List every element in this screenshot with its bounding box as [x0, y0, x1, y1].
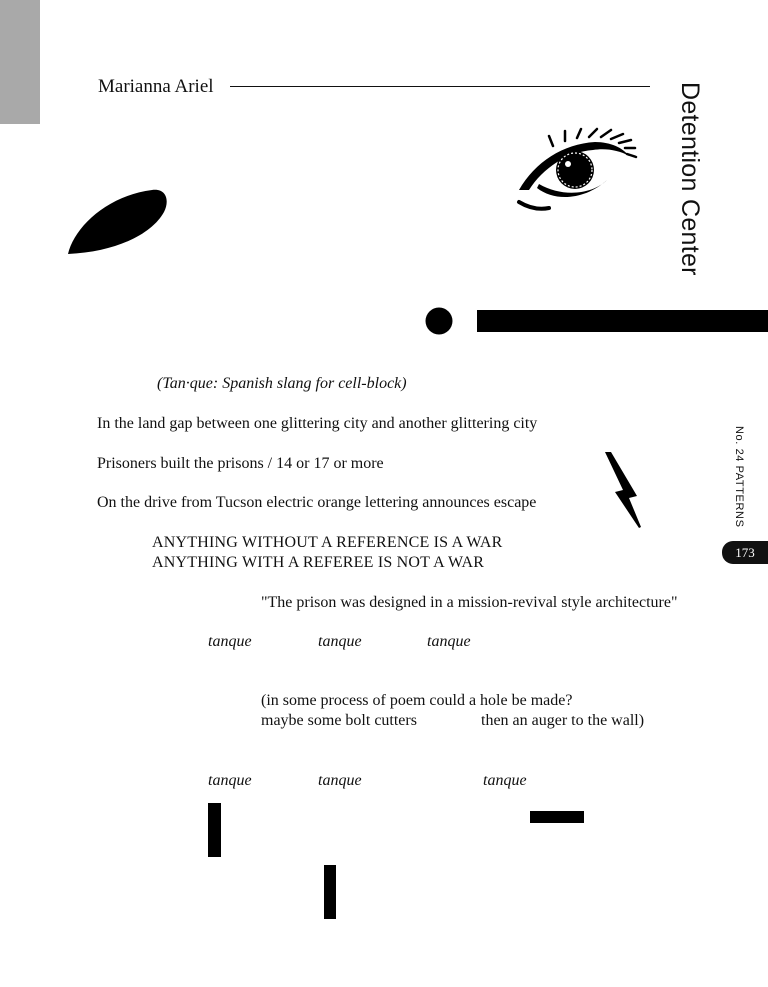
- paren-line-2b: then an auger to the wall): [481, 712, 645, 729]
- poem-line-3: On the drive from Tucson electric orange lettering announces escape: [97, 494, 537, 511]
- paren-line-2a: maybe some bolt cutters: [261, 712, 417, 729]
- tanque-word: tanque: [208, 633, 252, 650]
- poem-title: Detention Center: [676, 82, 704, 276]
- horizontal-bar: [477, 310, 768, 332]
- author-name: Marianna Ariel: [98, 76, 214, 97]
- poem-line-1: In the land gap between one glittering city and another glittering city: [97, 415, 538, 432]
- tanque-word: tanque: [208, 772, 252, 789]
- paren-line-1: (in some process of poem could a hole be made?: [261, 692, 573, 709]
- page-number-badge: 173: [722, 541, 768, 564]
- caps-line-2: ANYTHING WITH A REFEREE IS NOT A WAR: [152, 554, 485, 571]
- black-dot: [425, 307, 453, 335]
- vertical-bar-left: [208, 803, 221, 857]
- tanque-word: tanque: [318, 772, 362, 789]
- horizontal-dash: [530, 811, 584, 823]
- gray-page-tab: [0, 0, 40, 124]
- tanque-word: tanque: [318, 633, 362, 650]
- tanque-word: tanque: [427, 633, 471, 650]
- caps-line-1: ANYTHING WITHOUT A REFERENCE IS A WAR: [152, 534, 503, 551]
- poem-line-2: Prisoners built the prisons / 14 or 17 or more: [97, 455, 384, 472]
- tanque-word: tanque: [483, 772, 527, 789]
- lightning-bolt-icon: [603, 450, 645, 530]
- journal-issue: No. 24 PATTERNS: [733, 426, 745, 528]
- leaf-shape: [66, 188, 170, 256]
- quote-line: "The prison was designed in a mission-revival style architecture": [261, 594, 678, 611]
- vertical-bar-bottom: [324, 865, 336, 919]
- header-rule: [230, 86, 650, 87]
- gloss-line: (Tan·que: Spanish slang for cell-block): [157, 375, 407, 392]
- eye-icon: [515, 128, 637, 212]
